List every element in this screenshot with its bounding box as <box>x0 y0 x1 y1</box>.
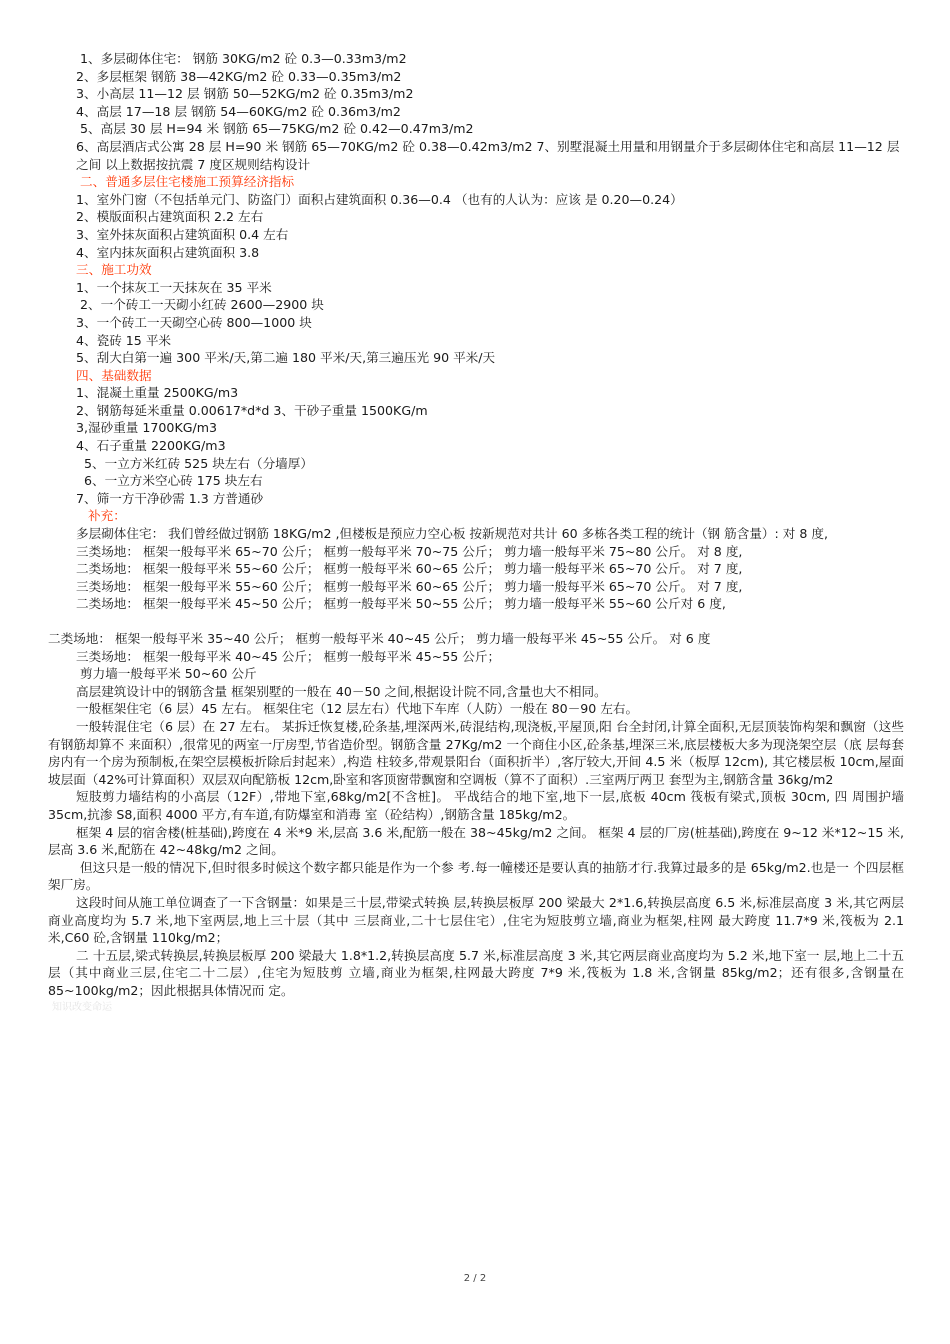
supplement-line: 三类场地： 框架一般每平米 55~60 公斤； 框剪一般每平米 60~65 公斤； 剪力墙一般每平米 65~70 公斤。 对 7 度, <box>76 578 743 594</box>
efficiency-item: 3、一个砖工一天砌空心砖 800—1000 块 <box>76 314 312 330</box>
faint-watermark-text: 知识改变命运 <box>52 1002 112 1014</box>
supplement-line: 三类场地： 框架一般每平米 65~70 公斤； 框剪一般每平米 70~75 公斤； 剪力墙一般每平米 75~80 公斤。 对 8 度, <box>76 543 743 559</box>
section-heading: 三、施工功效 <box>76 262 152 278</box>
body-paragraph: 但这只是一般的情况下,但时很多时候这个数字都只能是作为一个参 考.每一幢楼还是要认真的抽筋才行.我算过最多的是 65kg/m2.也是一 个四层框架厂房。 <box>48 859 904 893</box>
basic-data-item: 4、石子重量 2200KG/m3 <box>76 438 226 454</box>
supplement-line: 剪力墙一般每平米 50~60 公斤 <box>80 666 257 682</box>
efficiency-item: 5、刮大白第一遍 300 平米/天,第二遍 180 平米/天,第三遍压光 90 平米/天 <box>76 350 496 366</box>
concrete-index-item: 3、小高层 11—12 层 钢筋 50—52KG/m2 砼 0.35m3/m2 <box>76 86 414 102</box>
page-number: 2 / 2 <box>463 1273 487 1284</box>
supplement-line: 多层砌体住宅： 我们曾经做过钢筋 18KG/m2 ,但楼板是预应力空心板 按新规范对共计 60 多栋各类工程的统计（钢 筋含量）: 对 8 度, <box>76 526 828 542</box>
body-paragraph: 高层建筑设计中的钢筋含量 框架别墅的一般在 40－50 之间,根据设计院不同,含量也大不相同。 <box>76 683 607 699</box>
basic-data-item: 6、一立方米空心砖 175 块左右 <box>84 473 263 489</box>
budget-index-item: 3、室外抹灰面积占建筑面积 0.4 左右 <box>76 226 289 242</box>
body-paragraph: 框架 4 层的宿舍楼(桩基础),跨度在 4 米*9 米,层高 3.6 米,配筋一般在 38~45kg/m2 之间。 框架 4 层的厂房(桩基础),跨度在 9~12 米*12~15 米,层高 3.6 米,配筋在 42~48kg/m2 之间。 <box>48 824 904 858</box>
section-heading: 四、基础数据 <box>76 367 152 383</box>
body-paragraph: 这段时间从施工单位调查了一下含钢量：如果是三十层,带梁式转换 层,转换层板厚 200 梁最大 2*1.6,转换层高度 6.5 米,标准层高度 3 米,其它两层商业高度均为 5.7 米,地下室两层,地上三十层（其中 三层商业,二十七层住宅）,住宅为短肢剪立墙,商业为框架,柱网 最大跨度 11.7*9 米,筏板为 2.1 米,C60 砼,含钢量 110kg/m2； <box>48 894 904 946</box>
concrete-index-item: 2、多层框架 钢筋 38—42KG/m2 砼 0.33—0.35m3/m2 <box>76 68 402 84</box>
supplement-line: 二类场地： 框架一般每平米 45~50 公斤； 框剪一般每平米 50~55 公斤； 剪力墙一般每平米 55~60 公斤对 6 度, <box>76 596 726 612</box>
body-paragraph: 一般转混住宅（6 层）在 27 左右。 某拆迁恢复楼,砼条基,埋深两米,砖混结构,现浇板,平屋顶,阳 台全封闭,计算全面积,无层顶装饰构架和飘窗（这些有钢筋却算不 来面积）,很常见的两室一厅房型,节省造价型。钢筋含量 27Kg/m2 一个商住小区,砼条基,埋深三米,底层楼板大多为现浇架空层（底 层每套房内有一个房为预制板,在架空层模板折除后封起来）,构造 柱较多,带观景阳台（面积折半）,客厅较大,开间 4.5 米（板厚 12cm), 其它楼层板 10cm,屋面坡层面（42%可计算面积）双层双向配筋板 12cm,卧室和客顶窗带飘窗和空调板（算不了面积）.三室两厅两卫 套型为主,钢筋含量 36kg/m2 <box>48 718 904 787</box>
concrete-index-item: 6、高层酒店式公寓 28 层 H=90 米 钢筋 65—70KG/m2 砼 0.38—0.42m3/m2 7、别墅混凝土用量和用钢量介于多层砌体住宅和高层 11—12 层之间 以上数据按抗震 7 度区规则结构设计 <box>76 138 900 172</box>
section-heading: 补充： <box>88 508 126 524</box>
basic-data-item: 1、混凝土重量 2500KG/m3 <box>76 385 239 401</box>
supplement-line: 二类场地： 框架一般每平米 55~60 公斤； 框剪一般每平米 60~65 公斤； 剪力墙一般每平米 65~70 公斤。 对 7 度, <box>76 561 743 577</box>
efficiency-item: 1、一个抹灰工一天抹灰在 35 平米 <box>76 279 272 295</box>
budget-index-item: 4、室内抹灰面积占建筑面积 3.8 <box>76 244 260 260</box>
efficiency-item: 2、一个砖工一天砌小红砖 2600—2900 块 <box>80 297 324 313</box>
supplement-line: 三类场地： 框架一般每平米 40~45 公斤； 框剪一般每平米 45~55 公斤； <box>76 648 501 664</box>
budget-index-item: 1、室外门窗（不包括单元门、防盗门）面积占建筑面积 0.36—0.4 （也有的人认为：应该 是 0.20—0.24） <box>76 191 683 207</box>
concrete-index-item: 1、多层砌体住宅： 钢筋 30KG/m2 砼 0.3—0.33m3/m2 <box>80 51 407 66</box>
budget-index-item: 2、模版面积占建筑面积 2.2 左右 <box>76 209 264 225</box>
basic-data-item: 3,湿砂重量 1700KG/m3 <box>76 420 217 436</box>
concrete-index-item: 4、高层 17—18 层 钢筋 54—60KG/m2 砼 0.36m3/m2 <box>76 103 401 119</box>
supplement-line: 二类场地： 框架一般每平米 35~40 公斤； 框剪一般每平米 40~45 公斤； 剪力墙一般每平米 45~55 公斤。 对 6 度 <box>48 631 711 646</box>
body-paragraph: 一般框架住宅（6 层）45 左右。 框架住宅（12 层左右）代地下车库（人防）一般在 80－90 左右。 <box>76 701 639 717</box>
body-paragraph: 短肢剪力墙结构的小高层（12F）,带地下室,68kg/m2[不含桩]。 平战结合的地下室,地下一层,底板 40cm 筏板有梁式,顶板 30cm, 四 周围护墙 35cm,抗渗 S8,面积 4000 平方,有车道,有防爆室和消毒 室（砼结构）,钢筋含量 185kg/m2。 <box>48 789 904 822</box>
blank-line <box>48 613 904 630</box>
section-heading: 二、普通多层住宅楼施工预算经济指标 <box>80 174 295 190</box>
document-page <box>48 50 904 1017</box>
concrete-index-item: 5、高层 30 层 H=94 米 钢筋 65—75KG/m2 砼 0.42—0.47m3/m2 <box>80 121 474 137</box>
body-paragraph: 二 十五层,梁式转换层,转换层板厚 200 梁最大 1.8*1.2,转换层高度 5.7 米,标准层高度 3 米,其它两层商业高度均为 5.2 米,地下室一 层,地上二十五层（其中商业三层,住宅二十二层）,住宅为短肢剪 立墙,商业为框架,柱网最大跨度 7*9 米,筏板为 1.8 米,含钢量 85kg/m2；还有很多,含钢量在 85~100kg/m2；因此根据具体情况而 定。 <box>48 947 904 998</box>
basic-data-item: 2、钢筋每延米重量 0.00617*d*d 3、干砂子重量 1500KG/m <box>76 402 428 418</box>
basic-data-item: 5、一立方米红砖 525 块左右（分墙厚） <box>84 455 313 471</box>
efficiency-item: 4、瓷砖 15 平米 <box>76 332 172 348</box>
basic-data-item: 7、筛一方干净砂需 1.3 方普通砂 <box>76 490 264 506</box>
